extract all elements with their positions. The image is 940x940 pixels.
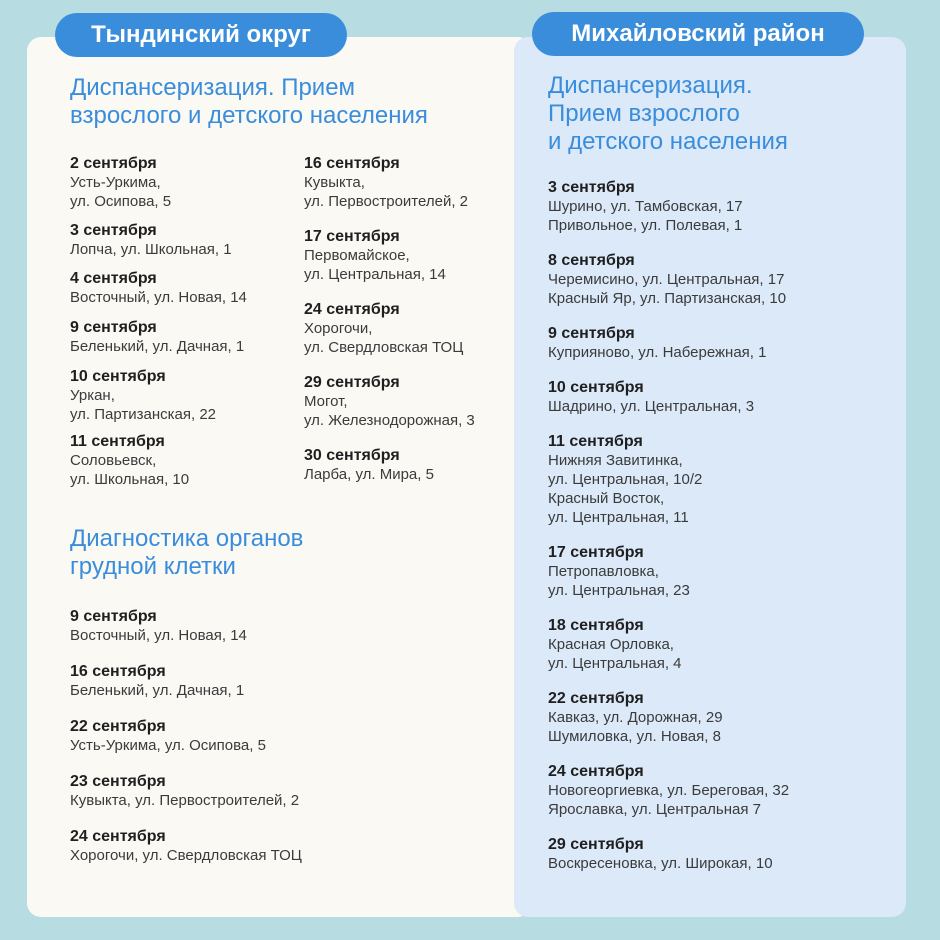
list-item bbox=[548, 616, 898, 673]
entry-address: Красная Орловка, ул. Центральная, 4 bbox=[548, 636, 682, 672]
entry-address: Хорогочи, ул. Свердловская ТОЦ bbox=[304, 320, 464, 356]
list-item bbox=[548, 324, 898, 362]
entry-address: Кувыкта, ул. Первостроителей, 2 bbox=[70, 792, 300, 809]
entry-date: 4 сентября bbox=[70, 270, 157, 287]
list-item bbox=[548, 689, 898, 746]
entry-date: 10 сентября bbox=[548, 379, 644, 396]
list-item bbox=[548, 178, 898, 235]
entry-date: 16 сентября bbox=[304, 155, 400, 172]
list-item bbox=[70, 432, 300, 489]
entry-address: Куприяново, ул. Набережная, 1 bbox=[548, 344, 767, 361]
entry-address: Соловьевск, ул. Школьная, 10 bbox=[70, 452, 190, 488]
list-item bbox=[548, 543, 898, 600]
list-item bbox=[70, 772, 510, 810]
list-item bbox=[548, 251, 898, 308]
list-item bbox=[304, 373, 519, 430]
entry-date: 17 сентября bbox=[548, 544, 644, 561]
entry-address: Кавказ, ул. Дорожная, 29 Шумиловка, ул. Новая, 8 bbox=[548, 709, 723, 745]
list-item bbox=[70, 221, 300, 259]
list-item bbox=[70, 662, 510, 700]
entry-date: 3 сентября bbox=[548, 179, 635, 196]
list-item bbox=[70, 269, 300, 307]
entry-address: Лопча, ул. Школьная, 1 bbox=[70, 241, 232, 258]
list-item bbox=[70, 318, 300, 356]
list-item bbox=[548, 835, 898, 873]
mikhailovsky-district-badge: Михайловский район bbox=[532, 12, 864, 56]
tynda-district-badge: Тындинский округ bbox=[55, 13, 347, 57]
list-item bbox=[70, 827, 510, 865]
list-item bbox=[304, 227, 519, 284]
entry-date: 18 сентября bbox=[548, 617, 644, 634]
entry-address: Беленький, ул. Дачная, 1 bbox=[70, 338, 245, 355]
entry-address: Нижняя Завитинка, ул. Центральная, 10/2 Красный Восток, ул. Центральная, 11 bbox=[548, 452, 703, 526]
entry-address: Уркан, ул. Партизанская, 22 bbox=[70, 387, 217, 423]
entry-date: 17 сентября bbox=[304, 228, 400, 245]
entry-date: 9 сентября bbox=[70, 319, 157, 336]
entry-address: Шурино, ул. Тамбовская, 17 Привольное, ул. Полевая, 1 bbox=[548, 198, 743, 234]
entry-date: 2 сентября bbox=[70, 155, 157, 172]
entry-date: 29 сентября bbox=[548, 836, 644, 853]
entry-date: 24 сентября bbox=[70, 828, 166, 845]
entry-date: 30 сентября bbox=[304, 447, 400, 464]
entry-date: 8 сентября bbox=[548, 252, 635, 269]
entry-date: 24 сентября bbox=[304, 301, 400, 318]
entry-address: Усть-Уркима, ул. Осипова, 5 bbox=[70, 737, 266, 754]
list-item bbox=[304, 446, 519, 484]
list-item bbox=[70, 367, 300, 424]
left-section1-col2 bbox=[304, 154, 519, 484]
entry-address: Хорогочи, ул. Свердловская ТОЦ bbox=[70, 847, 302, 864]
entry-date: 9 сентября bbox=[548, 325, 635, 342]
entry-address: Воскресеновка, ул. Широкая, 10 bbox=[548, 855, 773, 872]
left-section2-list bbox=[70, 607, 510, 865]
entry-address: Шадрино, ул. Центральная, 3 bbox=[548, 398, 755, 415]
entry-date: 11 сентября bbox=[70, 433, 165, 450]
entry-address: Черемисино, ул. Центральная, 17 Красный Яр, ул. Партизанская, 10 bbox=[548, 271, 787, 307]
list-item bbox=[548, 432, 898, 527]
entry-date: 23 сентября bbox=[70, 773, 166, 790]
entry-date: 11 сентября bbox=[548, 433, 643, 450]
entry-address: Восточный, ул. Новая, 14 bbox=[70, 627, 247, 644]
entry-address: Ларба, ул. Мира, 5 bbox=[304, 466, 434, 483]
entry-address: Первомайское, ул. Центральная, 14 bbox=[304, 247, 446, 283]
entry-date: 9 сентября bbox=[70, 608, 157, 625]
list-item bbox=[548, 378, 898, 416]
list-item bbox=[304, 154, 519, 211]
entry-address: Беленький, ул. Дачная, 1 bbox=[70, 682, 245, 699]
entry-date: 3 сентября bbox=[70, 222, 157, 239]
list-item bbox=[70, 717, 510, 755]
entry-date: 22 сентября bbox=[70, 718, 166, 735]
right-section1-list bbox=[548, 178, 898, 873]
list-item bbox=[304, 300, 519, 357]
list-item bbox=[548, 762, 898, 819]
list-item bbox=[70, 154, 300, 211]
left-section2-title: Диагностика органов грудной клетки bbox=[70, 525, 304, 580]
entry-address: Кувыкта, ул. Первостроителей, 2 bbox=[304, 174, 468, 210]
entry-address: Новогеоргиевка, ул. Береговая, 32 Ярославка, ул. Центральная 7 bbox=[548, 782, 790, 818]
left-section1-title: Диспансеризация. Прием взрослого и детского населения bbox=[70, 74, 428, 129]
entry-date: 29 сентября bbox=[304, 374, 400, 391]
entry-address: Усть-Уркима, ул. Осипова, 5 bbox=[70, 174, 172, 210]
entry-date: 16 сентября bbox=[70, 663, 166, 680]
entry-date: 22 сентября bbox=[548, 690, 644, 707]
right-section1-title: Диспансеризация. Прием взрослого и детского населения bbox=[548, 72, 788, 155]
entry-address: Могот, ул. Железнодорожная, 3 bbox=[304, 393, 475, 429]
entry-address: Восточный, ул. Новая, 14 bbox=[70, 289, 247, 306]
entry-address: Петропавловка, ул. Центральная, 23 bbox=[548, 563, 690, 599]
entry-date: 10 сентября bbox=[70, 368, 166, 385]
left-section1-col1 bbox=[70, 154, 300, 489]
list-item bbox=[70, 607, 510, 645]
entry-date: 24 сентября bbox=[548, 763, 644, 780]
